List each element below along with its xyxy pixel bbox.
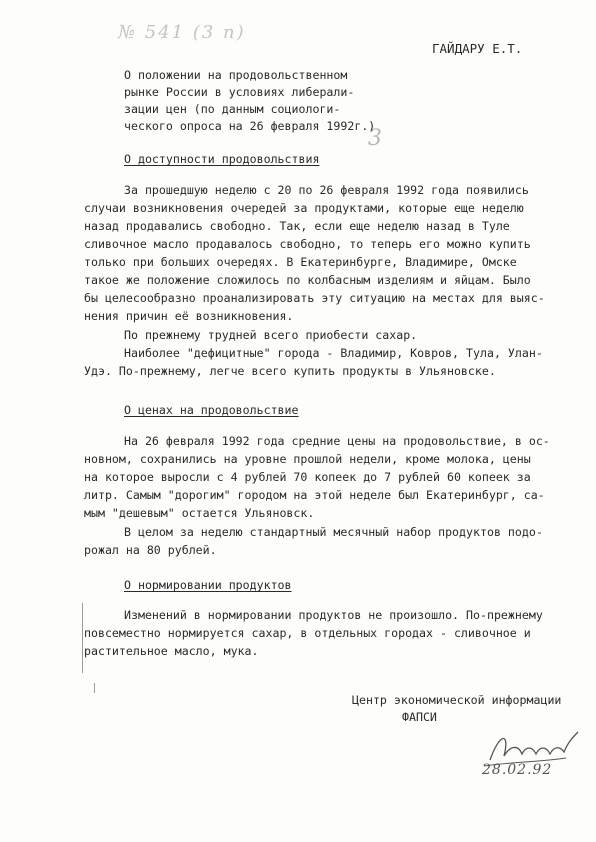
subject-line-1: О положении на продовольственном [124, 68, 348, 82]
para-line: бы целесообразно проанализировать эту ситуацию на местах для выяс- [84, 291, 545, 305]
para-line: литр. Самым "дорогим" городом на этой неделе был Екатеринбург, са- [84, 488, 545, 502]
section-heading-rationing: О нормировании продуктов [124, 578, 292, 592]
para-line: назад продавались свободно. Так, если еще неделю назад в Туле [84, 219, 510, 233]
para-line: На 26 февраля 1992 года средние цены на продовольствие, в ос- [124, 434, 550, 448]
para-line: растительное масло, мука. [84, 644, 259, 658]
para-line: нения причин её возникновения. [84, 309, 294, 323]
addressee: ГАЙДАРУ Е.Т. [432, 41, 523, 56]
para-line: мым "дешевым" остается Ульяновск. [84, 506, 315, 520]
para-line: случаи возникновения очередей за продуктами, которые еще неделю [84, 201, 524, 215]
subject-line-2: рынке России в условиях либерали- [124, 85, 355, 99]
margin-mark [82, 603, 83, 673]
para-line: Наиболее "дефицитные" города - Владимир, Ковров, Тула, Улан- [124, 346, 543, 360]
para-line: В целом за неделю стандартный месячный набор продуктов подо- [124, 525, 543, 539]
para-line: По прежнему трудней всего приобести сахар. [124, 328, 418, 342]
para-line: только при больших очередях. В Екатеринбурге, Владимире, Омске [84, 255, 517, 269]
page-mark: 3 [368, 126, 382, 151]
para-line: повсеместно нормируется сахар, в отдельных городах - сливочное и [84, 626, 531, 640]
para-line: сливочное масло продавалось свободно, то теперь его можно купить [84, 237, 531, 251]
para-line: Удэ. По-прежнему, легче всего купить продукты в Ульяновске. [84, 364, 496, 378]
subject-line-3: зации цен (по данным социологи- [124, 102, 341, 116]
handwritten-date: 28.02.92 [482, 762, 553, 778]
para-line: рожал на 80 рублей. [84, 543, 217, 557]
para-line: такое же положение сложилось по колбасным изделиям и яйцам. Было [84, 273, 531, 287]
section-heading-availability: О доступности продовольствия [124, 152, 320, 166]
para-line: За прошедшую неделю с 20 по 26 февраля 1992 года появились [124, 183, 529, 197]
stamp-number: № 541 (3 п) [118, 22, 246, 43]
signature-org: Центр экономической информации [352, 693, 562, 707]
subject-line-4: ческого опроса на 26 февраля 1992г.) [124, 119, 376, 133]
signature-agency: ФАПСИ [402, 710, 437, 724]
para-line: на которое выросли с 4 рублей 70 копеек до 7 рублей 60 копеек за [84, 470, 531, 484]
margin-mark [94, 683, 95, 693]
section-heading-prices: О ценах на продовольствие [124, 403, 299, 417]
para-line: Изменений в нормировании продуктов не произошло. По-прежнему [124, 608, 543, 622]
para-line: новном, сохранились на уровне прошлой недели, кроме молока, цены [84, 452, 531, 466]
